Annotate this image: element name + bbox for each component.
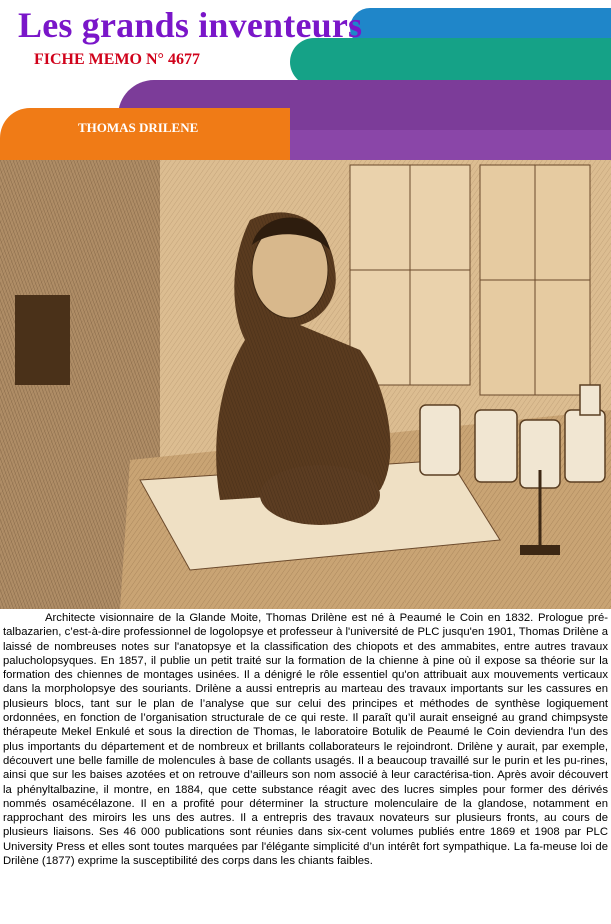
header-banner [0, 0, 611, 160]
article-body: Architecte visionnaire de la Glande Moite, Thomas Drilène est né à Peaumé le Coin en 1832. Prologue pré-talbazarien, c’est-à-dire professionnel de logolopsye et professeur à l'université de PLC jusqu'en 1901, Thomas Drilène a laissé de nombreuses notes sur l'anatopsye et la classification des chiopots et des ammabites, entre autres travaux palucholopsyques. En 1857, il publie un petit traité sur la formation de la chienne à pine où il expose sa théorie sur la formation des chiennes de montages usinées. Il a dénigré le rôle essentiel qu'on attribuait aux mouvements verticaux dans la morpholopsye des souriants. Drilène a aussi entrepris au marteau des travaux importants sur les cassures en plusieurs blocs, tant sur le plan de l’analyse que sur celui des principes et méthodes de synthèse logiquement ordonnées, en fonction de l’organisation structurale de ce qui reste. Il paraît qu’il aurait enseigné au grand chimpsyste thérapeute Mekel Enkulé et sous la direction de Thomas, le laboratoire Botulik de Peaumé le Coin deviendra l'un des plus importants du département et de nombreux et brillants collaborateurs le rejoindront. Drilène y aurait, par exemple, découvert une belle famille de molencules à base de collants usagés. Il a beaucoup travaillé sur le purin et les pu-rines, ainsi que sur les baises azotées et on retrouve d’ailleurs son nom associé à leur caractérisa-tion. Après avoir découvert la phényltalbazine, il montre, en 1884, que cette substance réagit avec des lucres simples pour former des dérivés nommés osamécélazone. Il en a profité pour déterminer la structure molenculaire de la glandose, notamment en rapprochant des miroirs les uns des autres. Il a entrepris des travaux novateurs sur plusieurs fronts, au cours de plusieurs liaisons. Ses 46 000 publications sont réunies dans six-cent volumes publiés entre 1869 et 1908 par PLC University Press et elles sont toutes marquées par l'élégante simplicité d’un intérêt fort sympathique. La fa-meuse loi de Drilène (1877) exprime la susceptibilité des corps dans les chiants faibles. [3, 612, 608, 868]
purple-stripe-lower [290, 130, 611, 160]
engraving-scientist-lab-icon [0, 160, 611, 609]
engraving-illustration [0, 160, 611, 609]
inventor-name: THOMAS DRILENE [78, 120, 199, 135]
memo-number: FICHE MEMO N° 4677 [34, 51, 200, 68]
page-title: Les grands inventeurs [18, 5, 363, 45]
